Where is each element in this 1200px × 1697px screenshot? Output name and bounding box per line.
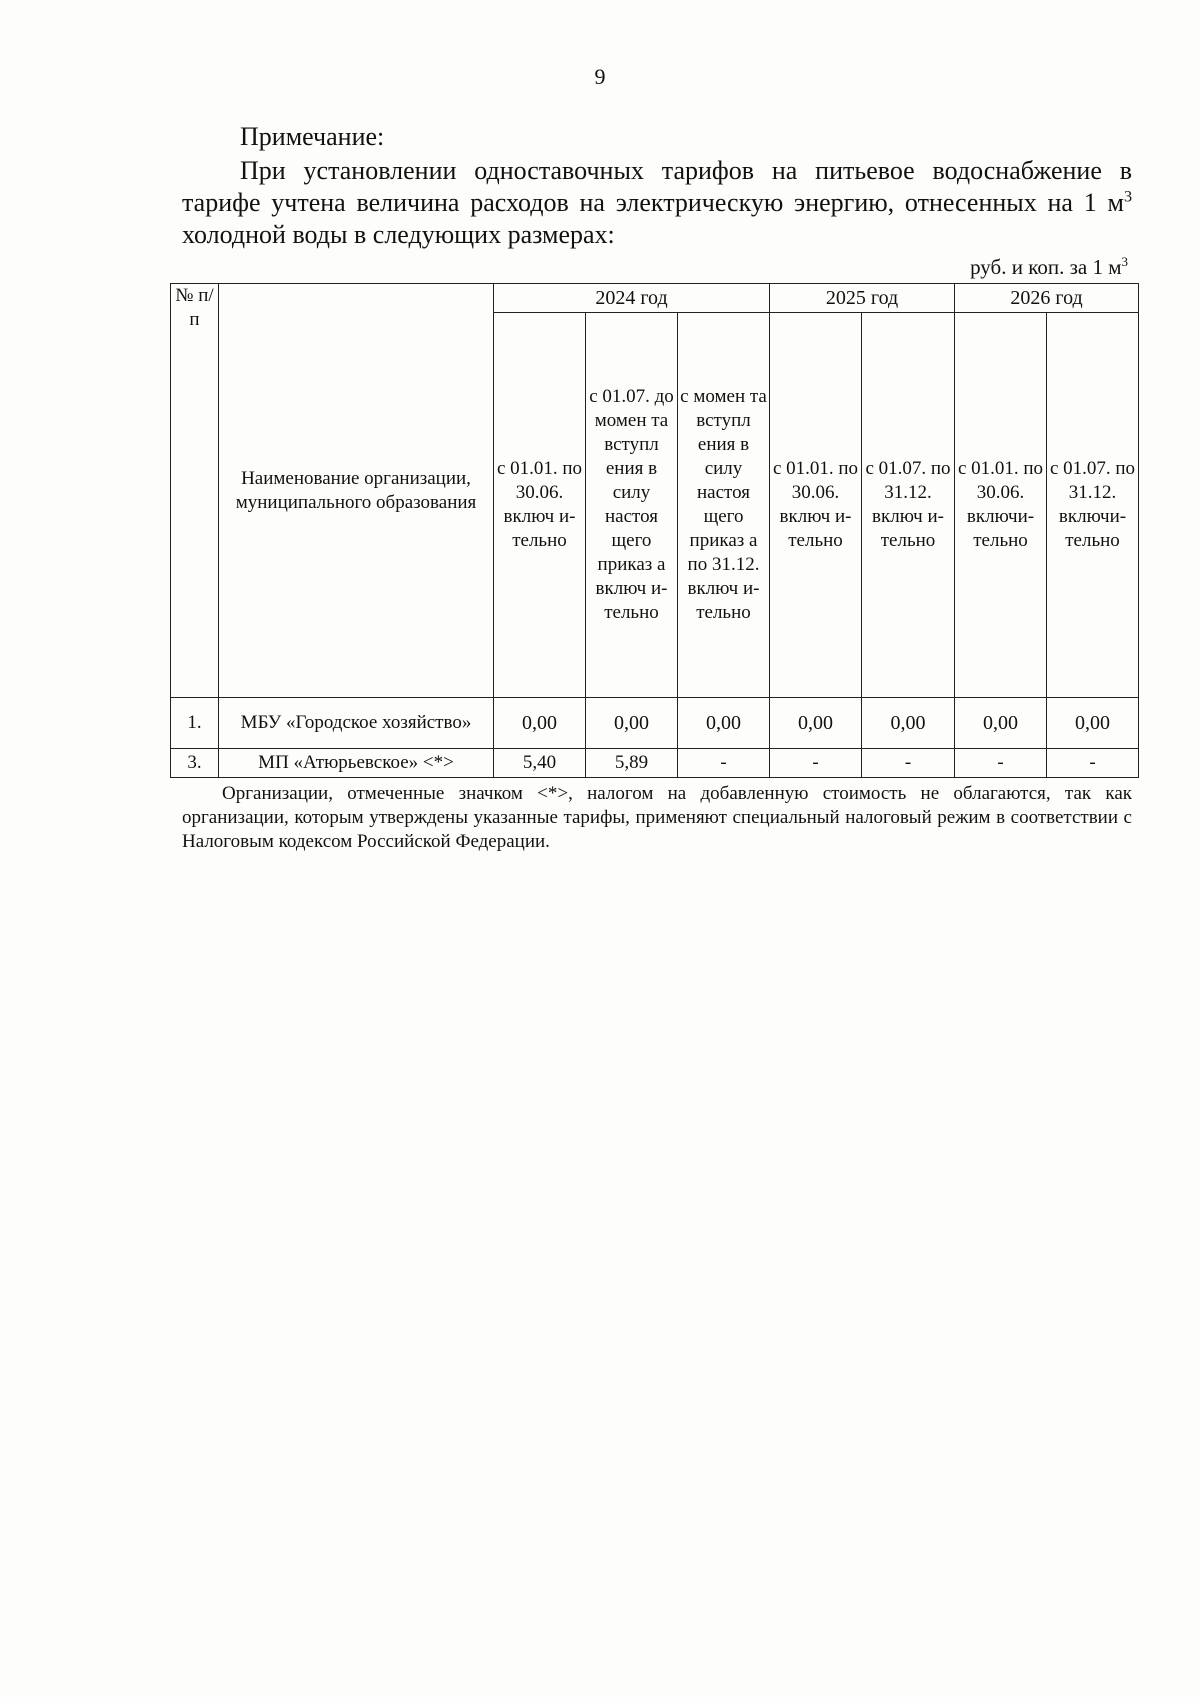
header-period: с 01.01. по 30.06. включи- тельно <box>955 313 1047 698</box>
page-number: 9 <box>594 64 606 89</box>
header-period: с 01.07. до момен та вступл ения в силу настоя щего приказ а включ и- тельно <box>586 313 678 698</box>
row-value: - <box>1047 749 1139 778</box>
header-year-2026: 2026 год <box>955 284 1139 313</box>
unit-text: руб. и коп. за 1 м <box>970 255 1122 279</box>
row-organization: МБУ «Городское хозяйство» <box>219 698 494 749</box>
header-period: с 01.07. по 31.12. включ и- тельно <box>862 313 955 698</box>
row-value: 5,40 <box>494 749 586 778</box>
note-superscript: 3 <box>1123 188 1132 206</box>
row-value: 0,00 <box>770 698 862 749</box>
header-row-years <box>171 284 1139 313</box>
table-row <box>171 749 1139 778</box>
note-title: Примечание: <box>240 122 385 151</box>
row-value: 0,00 <box>1047 698 1139 749</box>
row-num: 1. <box>171 698 219 749</box>
tariff-table <box>170 283 1139 778</box>
header-year-2025: 2025 год <box>770 284 955 313</box>
row-value: 0,00 <box>862 698 955 749</box>
unit-superscript: 3 <box>1121 254 1128 269</box>
header-period: с 01.07. по 31.12. включи- тельно <box>1047 313 1139 698</box>
row-value: - <box>770 749 862 778</box>
row-value: 0,00 <box>586 698 678 749</box>
row-num: 3. <box>171 749 219 778</box>
note-text-before: При установлении одноставочных тарифов на питьевое водоснабжение в тарифе учтена величина расходов на электрическую энергию, отнесенных на 1 м <box>182 156 1132 217</box>
header-num: № п/ п <box>171 284 219 698</box>
row-value: 5,89 <box>586 749 678 778</box>
header-period: с 01.01. по 30.06. включ и- тельно <box>494 313 586 698</box>
row-value: 0,00 <box>955 698 1047 749</box>
table-row <box>171 698 1139 749</box>
row-value: 0,00 <box>678 698 770 749</box>
note-paragraph <box>182 155 1132 251</box>
unit-label <box>970 255 1128 280</box>
header-year-2024: 2024 год <box>494 284 770 313</box>
row-organization: МП «Атюрьевское» <*> <box>219 749 494 778</box>
header-period: с 01.01. по 30.06. включ и- тельно <box>770 313 862 698</box>
header-organization: Наименование организации, муниципального образования <box>219 284 494 698</box>
row-value: - <box>862 749 955 778</box>
row-value: 0,00 <box>494 698 586 749</box>
row-value: - <box>678 749 770 778</box>
note-text-after: холодной воды в следующих размерах: <box>182 220 615 249</box>
footnote: Организации, отмеченные значком <*>, налогом на добавленную стоимость не облагаются, так как организации, которым утверждены указанные тарифы, применяют специальный налоговый режим в соответствии с Налоговым кодексом Российской Федерации. <box>182 783 1132 852</box>
row-value: - <box>955 749 1047 778</box>
header-period: с момен та вступл ения в силу настоя щего приказ а по 31.12. включ и- тельно <box>678 313 770 698</box>
